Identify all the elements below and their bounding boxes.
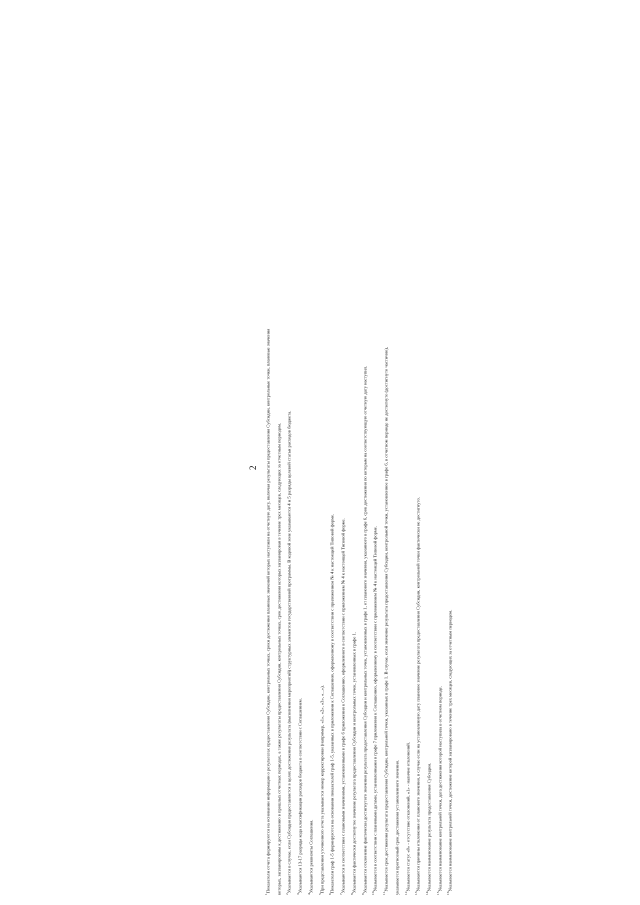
footnote xyxy=(444,10,455,895)
footnote-text: Указывается в соответствии с плановыми датами, установленными в графе 7 приложения к Соглашению, оформленному в соответствии с приложением № 4 к настоящей Типовой форме. xyxy=(372,526,378,892)
footnote-text: Указывается наименование контрольной точки, дата достижения которой наступила в отчетном периоде. xyxy=(437,686,443,892)
footnote-text: Указываются реквизиты Соглашения. xyxy=(308,819,314,894)
rotated-content xyxy=(240,10,460,895)
footnote xyxy=(283,10,294,895)
footnote-text: Показатели отчета формируются на основании информации о результатах предоставления Субсидии, контрольных точках, сроки достижения плановых значений которых наступили на отчетную дату, включая результаты предоставления Субсидии, контрольные точки, плановые значения xyxy=(265,328,271,894)
footnote xyxy=(337,10,348,895)
footnote xyxy=(380,10,391,895)
footnote-marker: 10 xyxy=(371,891,376,895)
footnote-marker: 12 xyxy=(403,891,408,895)
footnote xyxy=(391,10,402,895)
footnote-text: Указывается срок достижения результата предоставления Субсидии, контрольной точки, указанных в графе 1. В случае, если значение результата предоставления Субсидии, контрольной точки, установленное в графе 6, в отчетном периоде не достигнуто (достигнуто частично), xyxy=(383,347,389,892)
footnote xyxy=(326,10,337,895)
footnote-marker: 16 xyxy=(446,891,451,895)
footnote-text: Указывается отклонение фактически достигнутого значения результата предоставления Субсидии и контрольных точек, установленных в графе 1, от планового значения, указанного в графе 6, срок достижения по которым на соответствующую отчетную дату наступил. xyxy=(362,365,368,894)
footnote xyxy=(359,10,370,895)
footnote xyxy=(402,10,413,895)
footnote-marker: 9 xyxy=(360,893,365,895)
footnote-marker: 15 xyxy=(435,891,440,895)
footnote-marker: 1 xyxy=(264,893,268,895)
footnote-marker: 5 xyxy=(317,893,322,895)
footnote-text: Указывается наименование результата предоставления Субсидии. xyxy=(426,762,432,892)
footnote xyxy=(369,10,380,895)
footnote xyxy=(273,10,284,895)
page-number: 2 xyxy=(248,465,258,470)
footnote-text: Показатели граф 1-5 формируются на основании показателей граф 1-5, указанных в приложении к Соглашению, оформленному в соответствии с приложением № 4 к настоящей Типовой форме. xyxy=(329,513,335,894)
footnote-marker: 3 xyxy=(296,893,301,895)
footnote-text: указывается прогнозный срок достижения установленного значения. xyxy=(394,760,400,895)
footnote xyxy=(348,10,359,895)
footnote xyxy=(305,10,316,895)
footnote-text: Указывается наименование контрольной точки, достижение которой запланировано в течение трех месяцев, следующих за отчетным периодом. xyxy=(448,609,454,892)
footnote xyxy=(316,10,327,895)
footnote-marker: 7 xyxy=(339,893,344,895)
footnote xyxy=(294,10,305,895)
footnote-text: Указываются причины отклонения от планового значения, в случае если на установленную дату плановое значение результата предоставления Субсидии, контрольной точки фактически не достигнуто. xyxy=(415,497,421,892)
footnote xyxy=(412,10,423,895)
footnote-text: которых, запланированы к достижению в прошлых отчетных периодах, а также результаты предоставления Субсидии, контрольных точках, срок достижения которых запланирован в течение трех месяцев, следующих за отчетным периодом. xyxy=(276,422,282,895)
footnote xyxy=(434,10,445,895)
footnote-marker: 8 xyxy=(349,893,354,895)
footnote-marker: 11 xyxy=(382,891,387,895)
footnote-marker: 2 xyxy=(285,893,290,895)
footnote-text: Указывается статус «0» - отсутствие отклонений, «1» - наличие отклонений. xyxy=(405,742,411,892)
footnote-text: Указываются 13-17 разряды кода классификации расходов бюджета в соответствии с Соглашением. xyxy=(297,698,303,894)
footnote xyxy=(423,10,434,895)
footnote-text: Указывается в случае, если Субсидия предоставляется в целях достижения результата (выполнения мероприятий) структурных элементов государственной программы. В кодовой зоне указываются 4 и 5 разряды целевой статьи расходов бюджета. xyxy=(287,410,292,894)
footnote xyxy=(262,10,273,895)
footnote-marker: 6 xyxy=(328,893,333,895)
footnote-text: Указываются в соответствии с плановыми значениями, установленными в графе 6 приложения к Соглашению, оформленного в соответствии с приложением № 4 к настоящей Типовой форме. xyxy=(340,518,346,894)
footnote-marker: 13 xyxy=(414,891,419,895)
footnote-marker: 4 xyxy=(306,893,311,895)
footnote-text: При представлении уточненного отчета указывается номер корректировки (например, «1», «2», «3», «...»). xyxy=(319,685,325,894)
footnote-marker: 14 xyxy=(425,891,430,895)
footnotes-list xyxy=(262,10,455,895)
footnote-text: Указывается фактически достигнутое значение результата предоставления Субсидии и контрольных точек, установленных в графе 1. xyxy=(351,631,357,894)
